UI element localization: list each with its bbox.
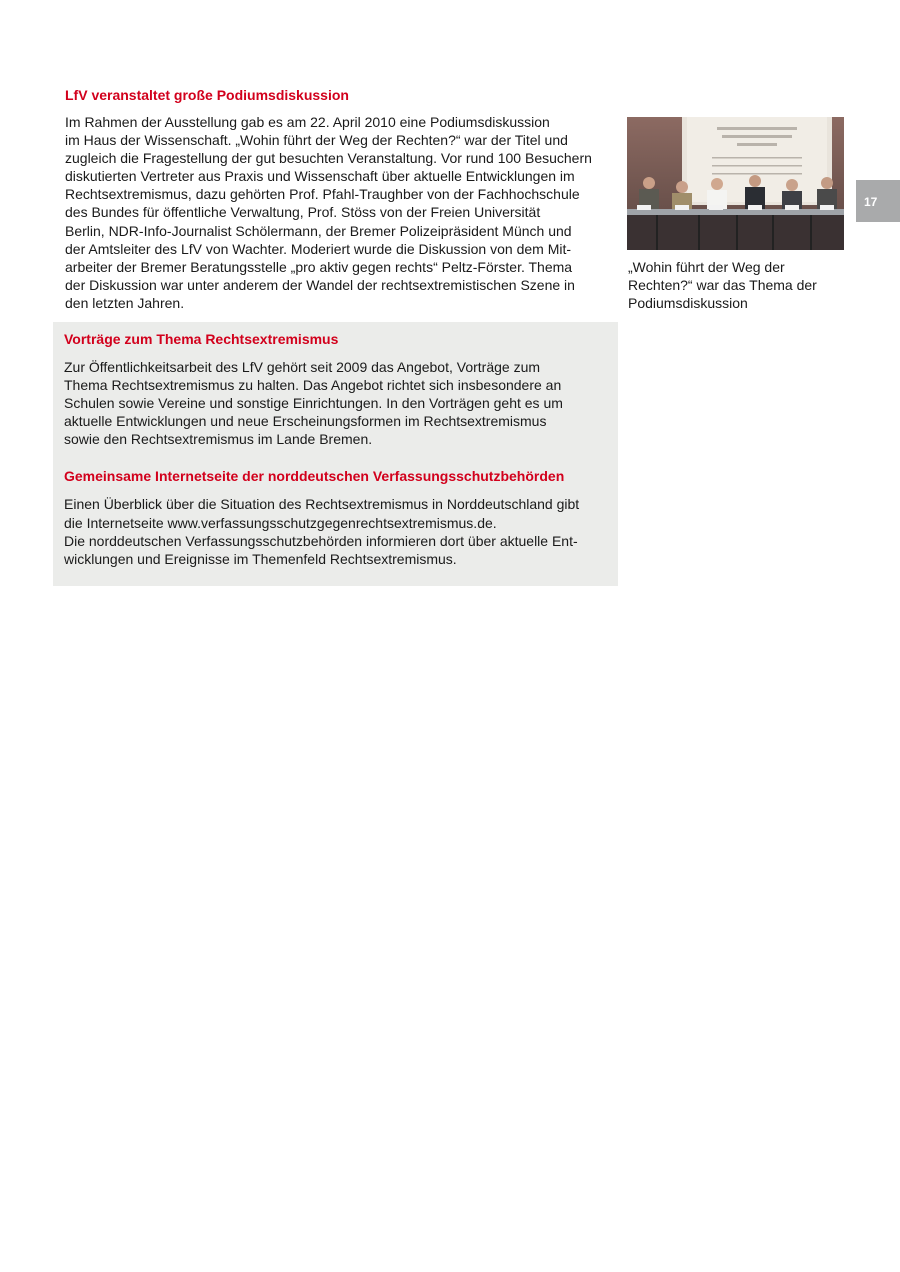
text-line: diskutierten Vertreter aus Praxis und Wissenschaft über aktuelle Entwicklungen im <box>65 168 575 185</box>
text-line: aktuelle Entwicklungen und neue Erscheinungsformen im Rechtsextremismus <box>64 413 547 430</box>
text-line: den letzten Jahren. <box>65 294 185 311</box>
text-line: Schulen sowie Vereine und sonstige Einrichtungen. In den Vorträgen geht es um <box>64 395 563 412</box>
info-box <box>53 322 618 586</box>
text-line: Zur Öffentlichkeitsarbeit des LfV gehört seit 2009 das Angebot, Vorträge zum <box>64 359 541 375</box>
text-line: zugleich die Fragestellung der gut besuchten Veranstaltung. Vor rund 100 Besuchern <box>65 150 592 167</box>
caption-line: Rechten?“ war das Thema der <box>628 277 817 294</box>
caption-line: „Wohin führt der Weg der <box>628 259 785 275</box>
text-line: im Haus der Wissenschaft. „Wohin führt der Weg der Rechten?“ war der Titel und <box>65 132 568 149</box>
text-line: sowie den Rechtsextremismus im Lande Bremen. <box>64 431 373 448</box>
text-line: der Diskussion war unter anderem der Wandel der rechtsextremistischen Szene in <box>65 276 575 293</box>
text-line: des Bundes für öffentliche Verwaltung, Prof. Stöss von der Freien Universität <box>65 204 541 221</box>
section-podiumsdiskussion <box>65 86 615 312</box>
section-body-internetseite <box>64 495 609 567</box>
page-number: 17 <box>864 195 878 209</box>
text-line: wicklungen und Ereignisse im Themenfeld Rechtsextremismus. <box>64 550 457 567</box>
text-line: der Amtsleiter des LfV von Wachter. Moderiert wurde die Diskussion von dem Mit- <box>65 240 572 257</box>
text-line: Einen Überblick über die Situation des Rechtsextremismus in Norddeutschland gibt <box>64 496 580 513</box>
section-heading: LfV veranstaltet große Podiumsdiskussion <box>65 87 349 103</box>
text-line: Berlin, NDR-Info-Journalist Schölermann, der Bremer Polizeipräsident Münch und <box>65 222 572 239</box>
caption-line: Podiumsdiskussion <box>628 295 748 312</box>
section-body <box>65 113 615 312</box>
text-line: Im Rahmen der Ausstellung gab es am 22. April 2010 eine Podiumsdiskussion <box>65 114 550 130</box>
text-line: Die norddeutschen Verfassungsschutzbehörden informieren dort über aktuelle Ent- <box>64 532 578 549</box>
page-number-tab <box>856 180 900 222</box>
text-line: Thema Rechtsextremismus zu halten. Das Angebot richtet sich insbesondere an <box>64 377 562 394</box>
section-body-vortraege <box>64 358 609 448</box>
section-heading-vortraege: Vorträge zum Thema Rechtsextremismus <box>64 331 339 347</box>
section-heading-internetseite: Gemeinsame Internetseite der norddeutschen Verfassungsschutzbehörden <box>64 468 565 485</box>
photo-illustration <box>627 117 844 250</box>
text-line: die Internetseite www.verfassungsschutzgegenrechtsextremismus.de. <box>64 514 497 531</box>
text-line: arbeiter der Bremer Beratungsstelle „pro aktiv gegen rechts“ Peltz-Förster. Thema <box>65 258 573 275</box>
photo-caption <box>628 258 858 312</box>
panel-discussion-photo <box>627 117 844 250</box>
text-line: Rechtsextremismus, dazu gehörten Prof. Pfahl-Traughber von der Fachhochschule <box>65 186 580 203</box>
